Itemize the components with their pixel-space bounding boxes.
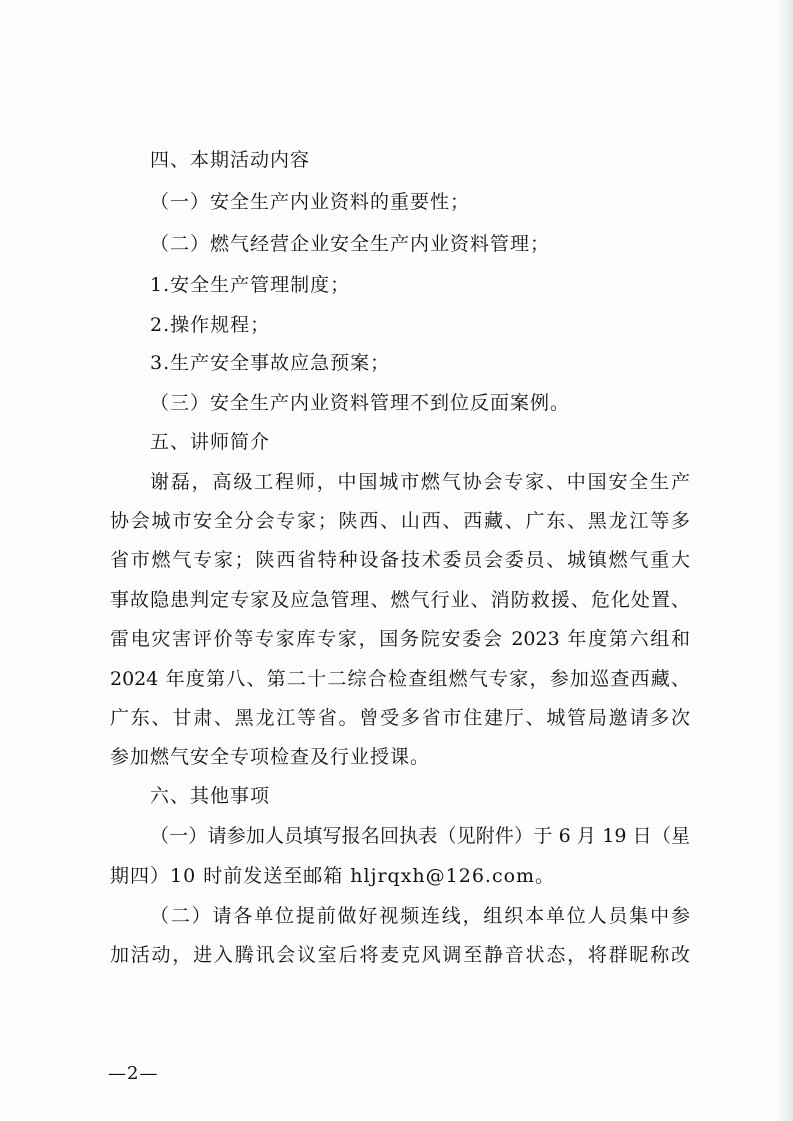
activity-subitem-2: 2.操作规程； xyxy=(150,314,271,336)
lecturer-bio-line: 省市燃气专家；陕西省特种设备技术委员会委员、城镇燃气重大 xyxy=(110,549,690,571)
lecturer-bio-line: 参加燃气安全专项检查及行业授课。 xyxy=(110,746,431,768)
lecturer-bio-line: 协会城市安全分会专家；陕西、山西、西藏、广东、黑龙江等多 xyxy=(110,510,690,532)
other-matters-line: 期四）10 时前发送至邮箱 hljrqxh@126.com。 xyxy=(110,865,556,887)
lecturer-bio-line: 谢磊，高级工程师，中国城市燃气协会专家、中国安全生产 xyxy=(150,471,690,493)
page-number: —2— xyxy=(108,1063,159,1084)
section-heading-lecturer: 五、讲师简介 xyxy=(150,431,271,453)
lecturer-bio-line: 广东、甘肃、黑龙江等省。曾受多省市住建厅、城管局邀请多次 xyxy=(110,707,690,729)
page-edge-shadow xyxy=(775,0,793,1121)
section-heading-activity-content: 四、本期活动内容 xyxy=(150,149,311,171)
activity-item-1: （一）安全生产内业资料的重要性； xyxy=(150,191,471,213)
lecturer-bio-line: 雷电灾害评价等专家库专家，国务院安委会 2023 年度第六组和 xyxy=(110,628,690,650)
other-matters-line: 加活动，进入腾讯会议室后将麦克风调至静音状态，将群昵称改 xyxy=(110,944,690,966)
other-matters-line: （一）请参加人员填写报名回执表（见附件）于 6 月 19 日（星 xyxy=(150,825,690,847)
activity-item-3: （三）安全生产内业资料管理不到位反面案例。 xyxy=(150,392,571,414)
section-heading-other-matters: 六、其他事项 xyxy=(150,785,271,807)
activity-subitem-3: 3.生产安全事故应急预案； xyxy=(150,352,391,374)
activity-subitem-1: 1.安全生产管理制度； xyxy=(150,274,351,296)
lecturer-bio-line: 2024 年度第八、第二十二综合检查组燃气专家，参加巡查西藏、 xyxy=(110,668,690,690)
activity-item-2: （二）燃气经营企业安全生产内业资料管理； xyxy=(150,233,551,255)
lecturer-bio-line: 事故隐患判定专家及应急管理、燃气行业、消防救援、危化处置、 xyxy=(110,589,690,611)
other-matters-line: （二）请各单位提前做好视频连线，组织本单位人员集中参 xyxy=(150,905,690,927)
